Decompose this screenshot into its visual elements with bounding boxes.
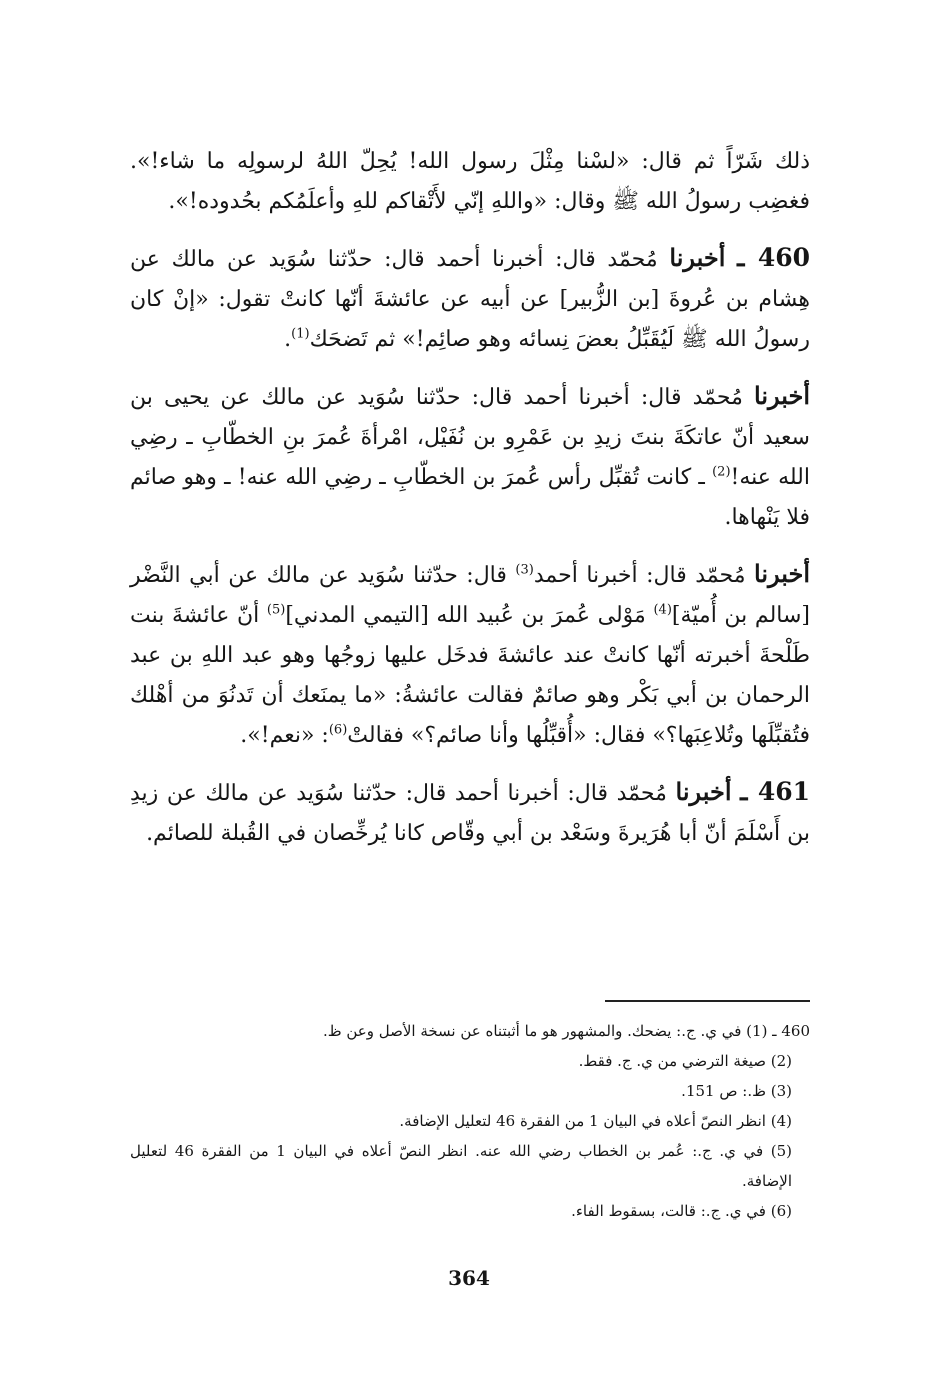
- hadith-lead-word: أخبرنا: [675, 777, 732, 806]
- paragraph-text: مُحمّد قال: أخبرنا أحمد: [533, 563, 746, 588]
- paragraph-text: مُحمّد قال: أخبرنا أحمد قال: حدّثنا سُوَيد عن مالك عن يحيى بن سعيد أنّ عاتكَةَ بنتَ زيدِ بن عَمْرِو بن نُفَيْل، امْرأةَ عُمرَ بنِ الخطّابِ ـ رضِي الله عنه!: [130, 385, 811, 490]
- footnote-marker: (5): [266, 602, 286, 618]
- hadith-460-b: [130, 376, 810, 538]
- footnote-marker: (4): [653, 602, 672, 618]
- hadith-460-c: [130, 554, 810, 756]
- paragraph-tail: قال: حدّثنا سُوَيد عن مالك عن أبي النَّضْر [سالم بن أُميّة]: [130, 563, 810, 628]
- footnote-5: (5) في ي. ج.: عُمر بن الخطاب رضي الله عنه. انظر النصّ أعلاه في البيان 1 من الفقرة 46 لتعليل الإضافة.: [130, 1142, 792, 1190]
- hadith-number: 461 ـ: [740, 777, 811, 806]
- footnote-3: (3) ظ.: ص 151.: [681, 1082, 792, 1100]
- footnotes: [130, 1016, 810, 1226]
- footnote-6: (6) في ي. ج.: قالت، بسقوط الفاء.: [571, 1202, 792, 1220]
- page-number: 364: [448, 1266, 490, 1290]
- hadith-lead-word: أخبرنا: [669, 243, 726, 272]
- paragraph-continuation: [130, 142, 810, 222]
- hadith-lead-word: أخبرنا: [754, 381, 810, 410]
- paragraph-text: ذلك شَرّاً ثم قال: «لسْنا مِثْلَ رسول الله! يُحِلّ اللهُ لرسولِه ما شاء!». فغضِب رسولُ الله ﷺ وقال: «واللهِ إنّي لأَتْقاكم للهِ وأعلَمُكم بحُدوده!».: [130, 149, 810, 214]
- paragraph-tail: مَوْلى عُمرَ بن عُبيد الله [التيمي المدني]: [285, 603, 654, 628]
- footnote-marker: (3): [515, 562, 534, 578]
- main-text: [130, 142, 810, 870]
- footnote-marker: (6): [328, 722, 348, 738]
- hadith-461: [130, 772, 810, 854]
- footnote-2: (2) صيغة الترضي من ي. ج. فقط.: [578, 1052, 792, 1070]
- paragraph-tail: : «نعم!».: [240, 723, 329, 748]
- paragraph-text: مُحمّد قال: أخبرنا أحمد قال: حدّثنا سُوَيد عن مالك عن زيدِ بن أَسْلَمَ أنّ أبا هُرَيرةَ وسَعْد بن أبي وقّاص كانا يُرخِّصان في القُبلة للصائم.: [130, 781, 810, 846]
- hadith-460: [130, 238, 810, 360]
- footnote-marker: (2): [712, 464, 731, 480]
- paragraph-tail: .: [284, 327, 292, 352]
- footnote-divider: [605, 1000, 810, 1002]
- footnote-4: (4) انظر النصّ أعلاه في البيان 1 من الفقرة 46 لتعليل الإضافة.: [399, 1112, 792, 1130]
- paragraph-tail: أنّ عائشةَ بنت طَلْحةَ أخبرته أنّها كانتْ عند عائشةَ فدخَل عليها زوجُها وهو عبد اللهِ بن عبد الرحمان بن أبي بَكْر وهو صائمٌ فقالت عائشةُ: «ما يمنَعك أن تَدنُوَ من أهْلك فتُقبِّلَها وتُلاعِبَها؟» فقال: «أُقبِّلُها وأنا صائم؟» فقالتْ: [130, 603, 810, 748]
- hadith-lead-word: أخبرنا: [754, 559, 810, 588]
- hadith-number: 460 ـ: [737, 243, 810, 272]
- paragraph-text: مُحمّد قال: أخبرنا أحمد قال: حدّثنا سُوَيد عن مالك عن هِشام بن عُروةَ [بن الزُّبير] عن أبيه عن عائشةَ أنّها كانتْ تقول: «إنْ كان رسولُ الله ﷺ لَيُقَبِّلُ بعضَ نِسائه وهو صائِم!» ثم تَضحَك: [130, 247, 810, 352]
- footnote-1: 460 ـ (1) في ي. ج.: يضحك. والمشهور هو ما أثبتناه عن نسخة الأصل وعن ظ.: [322, 1022, 810, 1040]
- paragraph-tail: ـ كانت تُقبِّل رأس عُمرَ بن الخطّابِ ـ رضِي الله عنه! ـ وهو صائم فلا يَنْهاها.: [130, 465, 810, 530]
- footnote-marker: (1): [291, 326, 310, 342]
